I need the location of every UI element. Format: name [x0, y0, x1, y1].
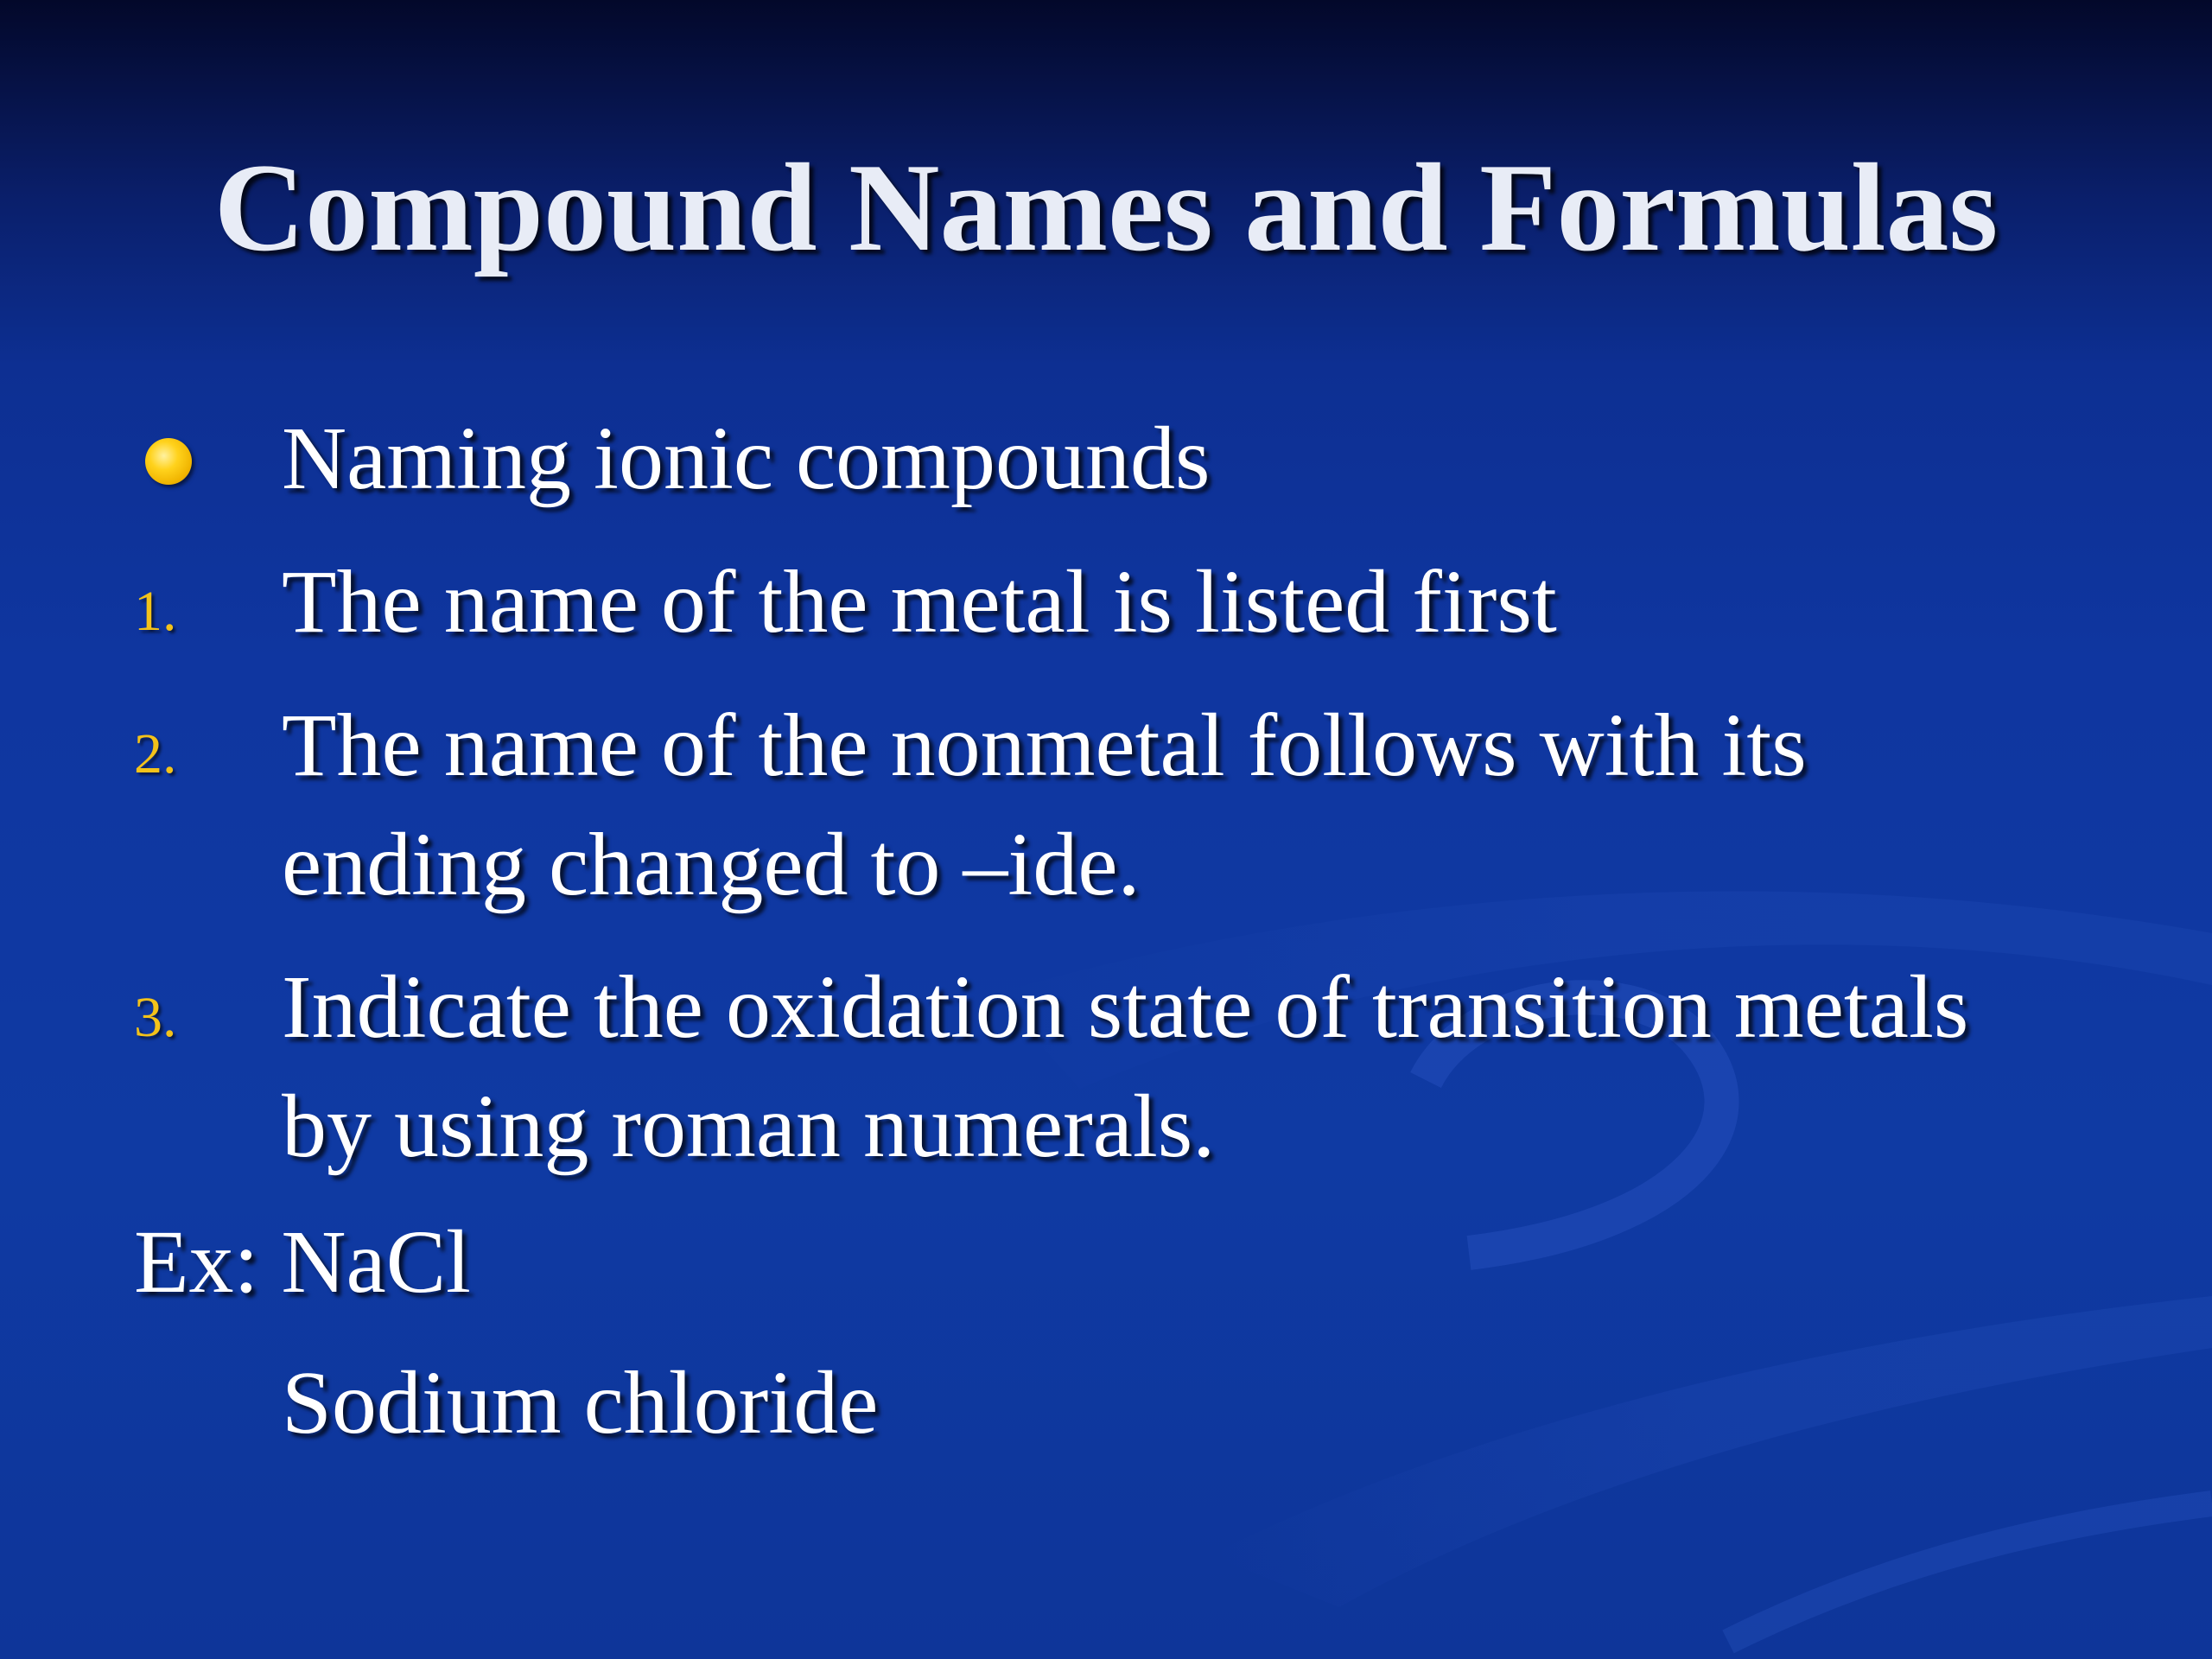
bullet-text: Naming ionic compounds: [282, 409, 1211, 508]
step-2-text-line-1: The name of the nonmetal follows with its: [282, 696, 1807, 795]
step-3-text-line-2: by using roman numerals.: [282, 1077, 1216, 1176]
step-3-text-line-1: Indicate the oxidation state of transition metals: [282, 957, 1969, 1057]
step-2-number: 2.: [134, 722, 177, 785]
step-1-text: The name of the metal is listed first: [282, 552, 1557, 652]
example-name: Sodium chloride: [282, 1353, 879, 1452]
step-3-number: 3.: [134, 986, 177, 1049]
bullet-dot-icon: [145, 438, 192, 485]
step-2-text-line-2: ending changed to –ide.: [282, 815, 1141, 914]
slide-title: Compound Names and Formulas: [213, 137, 1999, 277]
step-1-number: 1.: [134, 580, 177, 643]
example-formula: Ex: NaCl: [134, 1212, 471, 1312]
